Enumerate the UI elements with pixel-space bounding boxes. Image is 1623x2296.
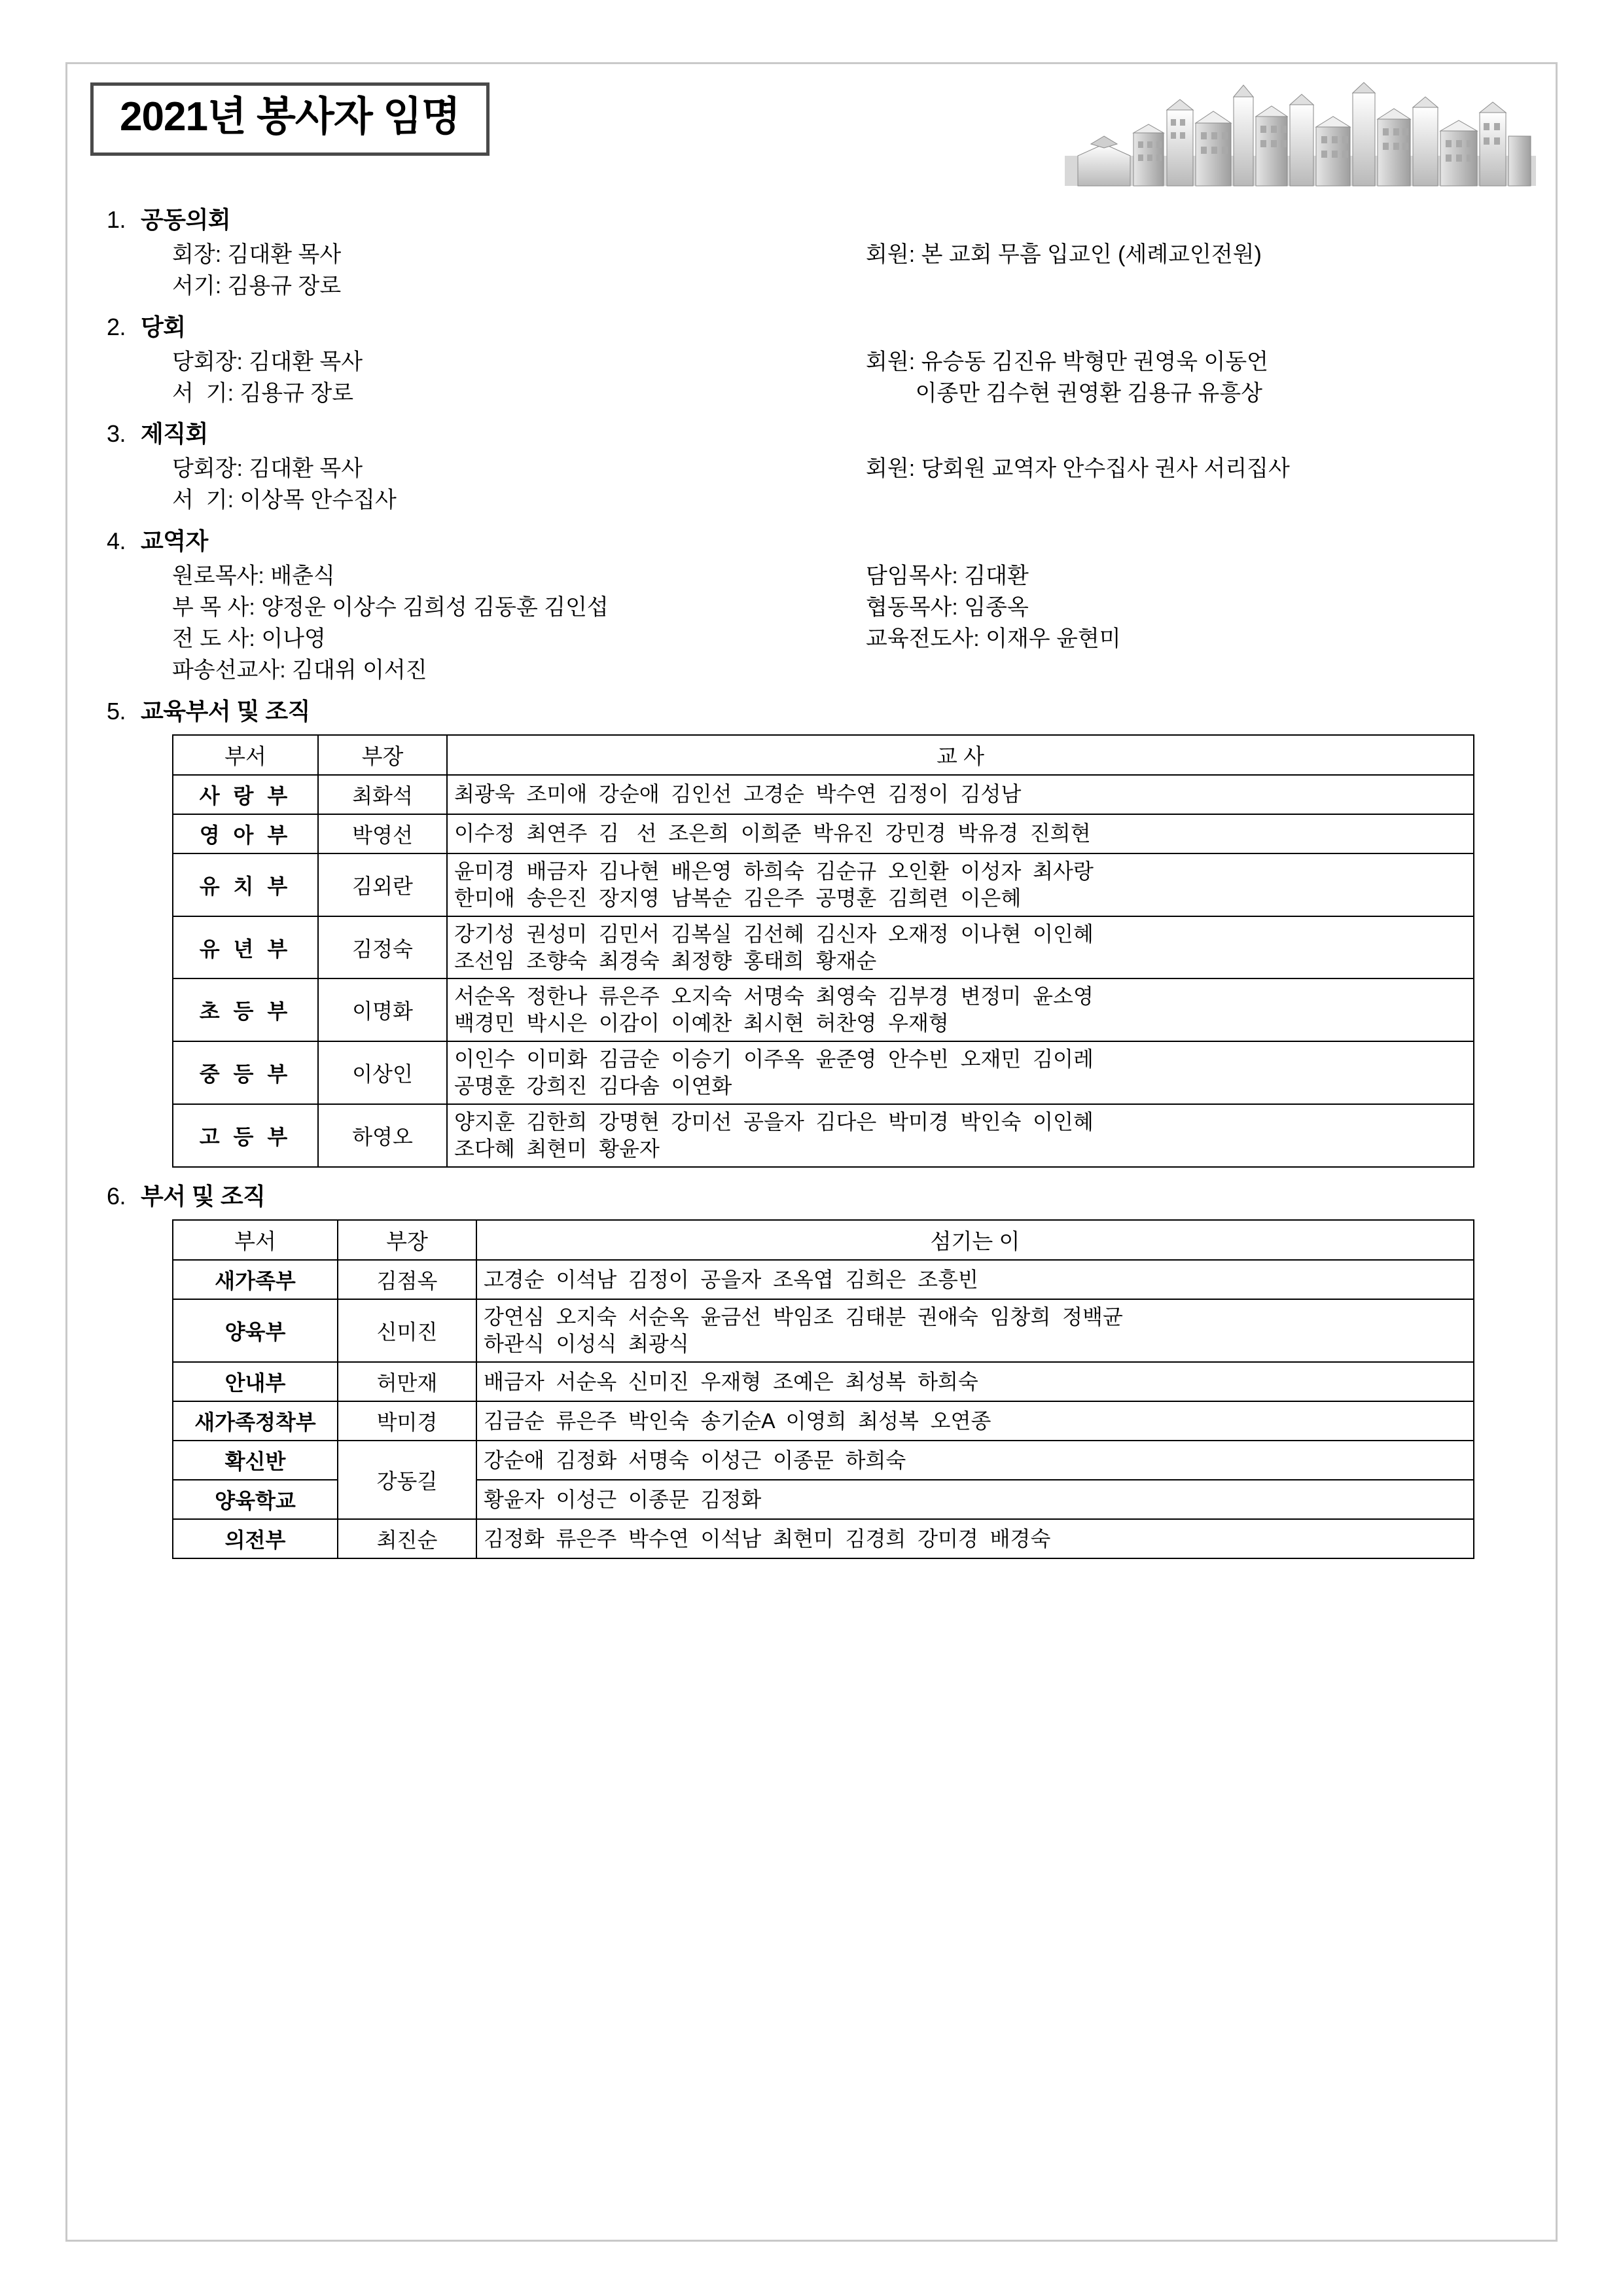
- dept-head-3: 박미경: [338, 1401, 476, 1441]
- table-row: [173, 853, 1474, 916]
- edu-head-4: 이명화: [318, 978, 447, 1041]
- dept-members-4-line-0: 강순애 김정화 서명숙 이성근 이종문 하희숙: [484, 1448, 906, 1472]
- edu-head-1: 박영선: [318, 814, 447, 853]
- section-1-left-line-1: 회장: 김대환 목사: [172, 242, 342, 267]
- dept-members-6: [476, 1519, 1474, 1558]
- edu-head-3: 김정숙: [318, 916, 447, 979]
- edu-members-0-line-0: 최광욱 조미애 강순애 김인선 고경순 박수연 김정이 김성남: [454, 782, 1022, 806]
- edu-members-0: [447, 775, 1474, 814]
- table-row: [173, 1260, 1474, 1299]
- table-row: [173, 814, 1474, 853]
- dept-name-4: 확신반: [173, 1441, 338, 1480]
- departments-table: [172, 1219, 1474, 1559]
- section-4-right-line-1: 담임목사: 김대환: [866, 563, 1029, 588]
- section-number-5: 5.: [107, 697, 126, 725]
- dept-members-3-line-0: 김금순 류은주 박인숙 송기순A 이영희 최성복 오연종: [484, 1408, 991, 1433]
- column-header-servants: 섬기는 이: [476, 1220, 1474, 1260]
- dept-head-6: 최진순: [338, 1519, 476, 1558]
- column-header-dept: 부서: [173, 735, 318, 775]
- edu-members-1: [447, 814, 1474, 853]
- section-number-3: 3.: [107, 420, 126, 448]
- edu-head-2: 김외란: [318, 853, 447, 916]
- edu-members-4: [447, 978, 1474, 1041]
- dept-members-0-line-0: 고경순 이석남 김정이 공을자 조옥엽 김희은 조흥빈: [484, 1267, 978, 1291]
- table-row: [173, 1519, 1474, 1558]
- edu-members-6-line-1: 조다혜 최현미 황윤자: [454, 1137, 660, 1161]
- dept-head-1: 신미진: [338, 1299, 476, 1362]
- section-heading-4: [107, 523, 1516, 556]
- education-table: [172, 734, 1474, 1168]
- edu-members-2: [447, 853, 1474, 916]
- dept-name-5: 양육학교: [173, 1480, 338, 1519]
- edu-dept-0: 사 랑 부: [173, 775, 318, 814]
- table-row: [173, 1441, 1474, 1480]
- section-1-left-line-2: 서기: 김용규 장로: [172, 274, 342, 299]
- dept-members-4: [476, 1441, 1474, 1480]
- table-row: [173, 1401, 1474, 1441]
- table-header-row: [173, 1220, 1474, 1260]
- edu-members-5-line-0: 이인수 이미화 김금순 이승기 이주옥 윤준영 안수빈 오재민 김이레: [454, 1047, 1094, 1071]
- edu-members-4-line-0: 서순옥 정한나 류은주 오지숙 서명숙 최영숙 김부경 변정미 윤소영: [454, 984, 1094, 1009]
- column-header-leader: 부장: [318, 735, 447, 775]
- edu-members-3-line-0: 강기성 권성미 김민서 김복실 김선혜 김신자 오재정 이나현 이인혜: [454, 922, 1094, 946]
- document-sheet: [65, 62, 1558, 2242]
- table-row: [173, 1362, 1474, 1401]
- section-2-right-line-2: 이종만 김수현 권영환 김용규 유흥상: [866, 380, 1263, 406]
- dept-members-0: [476, 1260, 1474, 1299]
- edu-members-5: [447, 1041, 1474, 1104]
- dept-name-0: 새가족부: [173, 1260, 338, 1299]
- section-4-left-line-1: 원로목사: 배춘식: [172, 563, 335, 588]
- section-title-4: 교역자: [141, 527, 208, 554]
- dept-members-2: [476, 1362, 1474, 1401]
- dept-head-4: 강동길: [338, 1441, 476, 1519]
- dept-head-0: 김점옥: [338, 1260, 476, 1299]
- table-row: [173, 1041, 1474, 1104]
- section-heading-3: [107, 416, 1516, 449]
- section-number-2: 2.: [107, 313, 126, 340]
- edu-dept-4: 초 등 부: [173, 978, 318, 1041]
- cityscape-illustration: [1065, 71, 1536, 188]
- edu-head-5: 이상인: [318, 1041, 447, 1104]
- section-4-right-line-3: 교육전도사: 이재우 윤현미: [866, 626, 1121, 652]
- title-box: [90, 82, 490, 156]
- table-row: [173, 1299, 1474, 1362]
- dept-members-1-line-1: 하관식 이성식 최광식: [484, 1332, 689, 1356]
- section-departments: [67, 1178, 1556, 1563]
- section-3-left-line-2: 서 기: 이상목 안수집사: [172, 488, 397, 513]
- section-number-1: 1.: [107, 206, 126, 233]
- section-gongdonguihoe: [67, 202, 1556, 302]
- section-title-3: 제직회: [141, 420, 208, 448]
- section-number-4: 4.: [107, 527, 126, 554]
- table-row: [173, 775, 1474, 814]
- edu-dept-6: 고 등 부: [173, 1104, 318, 1167]
- section-title-1: 공동의회: [141, 206, 231, 233]
- column-header-teachers: 교 사: [447, 735, 1474, 775]
- section-number-6: 6.: [107, 1183, 126, 1210]
- edu-members-4-line-1: 백경민 박시은 이감이 이예찬 최시현 허찬영 우재형: [454, 1011, 949, 1035]
- edu-dept-5: 중 등 부: [173, 1041, 318, 1104]
- table-row: [173, 1104, 1474, 1167]
- dept-members-6-line-0: 김정화 류은주 박수연 이석남 최현미 김경희 강미경 배경숙: [484, 1526, 1051, 1551]
- section-title-2: 당회: [141, 313, 186, 340]
- section-4-left-line-2: 부 목 사: 양정운 이상수 김희성 김동훈 김인섭: [172, 594, 609, 620]
- section-heading-1: [107, 202, 1516, 235]
- table-row: [173, 978, 1474, 1041]
- section-4-right-line-2: 협동목사: 임종옥: [866, 594, 1029, 620]
- section-jejikhoe: [67, 416, 1556, 516]
- edu-dept-3: 유 년 부: [173, 916, 318, 979]
- section-4-left-line-4: 파송선교사: 김대위 이서진: [172, 658, 427, 683]
- dept-name-2: 안내부: [173, 1362, 338, 1401]
- dept-members-1: [476, 1299, 1474, 1362]
- dept-members-1-line-0: 강연심 오지숙 서순옥 윤금선 박임조 김태분 권애숙 임창희 정백균: [484, 1305, 1123, 1329]
- edu-head-6: 하영오: [318, 1104, 447, 1167]
- section-heading-5: [107, 693, 1516, 726]
- column-header-dept6: 부서: [173, 1220, 338, 1260]
- edu-dept-1: 영 아 부: [173, 814, 318, 853]
- edu-members-3-line-1: 조선임 조향숙 최경숙 최정향 홍태희 황재순: [454, 948, 877, 973]
- column-header-leader6: 부장: [338, 1220, 476, 1260]
- table-header-row: [173, 735, 1474, 775]
- section-2-right-line-1: 회원: 유승동 김진유 박형만 권영욱 이동언: [866, 349, 1269, 374]
- section-title-6: 부서 및 조직: [141, 1183, 266, 1210]
- section-heading-6: [107, 1178, 1516, 1211]
- section-1-right-line-2: 회원: 본 교회 무흠 입교인 (세례교인전원): [866, 242, 1262, 267]
- section-title-5: 교육부서 및 조직: [141, 697, 310, 725]
- dept-members-3: [476, 1401, 1474, 1441]
- section-3-right-line-2: 회원: 당회원 교역자 안수집사 권사 서리집사: [866, 456, 1290, 482]
- dept-members-5-line-0: 황윤자 이성근 이종문 김정화: [484, 1487, 762, 1511]
- page-title: 2021년 봉사자 임명: [120, 94, 460, 139]
- edu-members-1-line-0: 이수정 최연주 김 선 조은희 이희준 박유진 강민경 박유경 진희현: [454, 821, 1091, 846]
- dept-members-5: [476, 1480, 1474, 1519]
- section-2-left-line-2: 서 기: 김용규 장로: [172, 380, 354, 406]
- dept-name-1: 양육부: [173, 1299, 338, 1362]
- title-row: [67, 64, 1556, 195]
- dept-name-6: 의전부: [173, 1519, 338, 1558]
- section-3-left-line-1: 당회장: 김대환 목사: [172, 456, 363, 482]
- dept-members-2-line-0: 배금자 서순옥 신미진 우재형 조예은 최성복 하희숙: [484, 1369, 978, 1393]
- dept-name-3: 새가족정착부: [173, 1401, 338, 1441]
- dept-head-2: 허만재: [338, 1362, 476, 1401]
- edu-head-0: 최화석: [318, 775, 447, 814]
- edu-members-3: [447, 916, 1474, 979]
- section-danghoe: [67, 309, 1556, 410]
- section-gyoyeokja: [67, 523, 1556, 687]
- table-row: [173, 916, 1474, 979]
- section-education-departments: [67, 693, 1556, 1172]
- edu-members-6: [447, 1104, 1474, 1167]
- section-heading-2: [107, 309, 1516, 342]
- edu-members-2-line-1: 한미애 송은진 장지영 남복순 김은주 공명훈 김희련 이은혜: [454, 886, 1022, 910]
- section-4-left-line-3: 전 도 사: 이나영: [172, 626, 326, 652]
- edu-members-6-line-0: 양지훈 김한희 강명현 강미선 공을자 김다은 박미경 박인숙 이인혜: [454, 1110, 1094, 1134]
- edu-dept-2: 유 치 부: [173, 853, 318, 916]
- edu-members-2-line-0: 윤미경 배금자 김나현 배은영 하희숙 김순규 오인환 이성자 최사랑: [454, 859, 1094, 883]
- edu-members-5-line-1: 공명훈 강희진 김다솜 이연화: [454, 1074, 732, 1098]
- section-2-left-line-1: 당회장: 김대환 목사: [172, 349, 363, 374]
